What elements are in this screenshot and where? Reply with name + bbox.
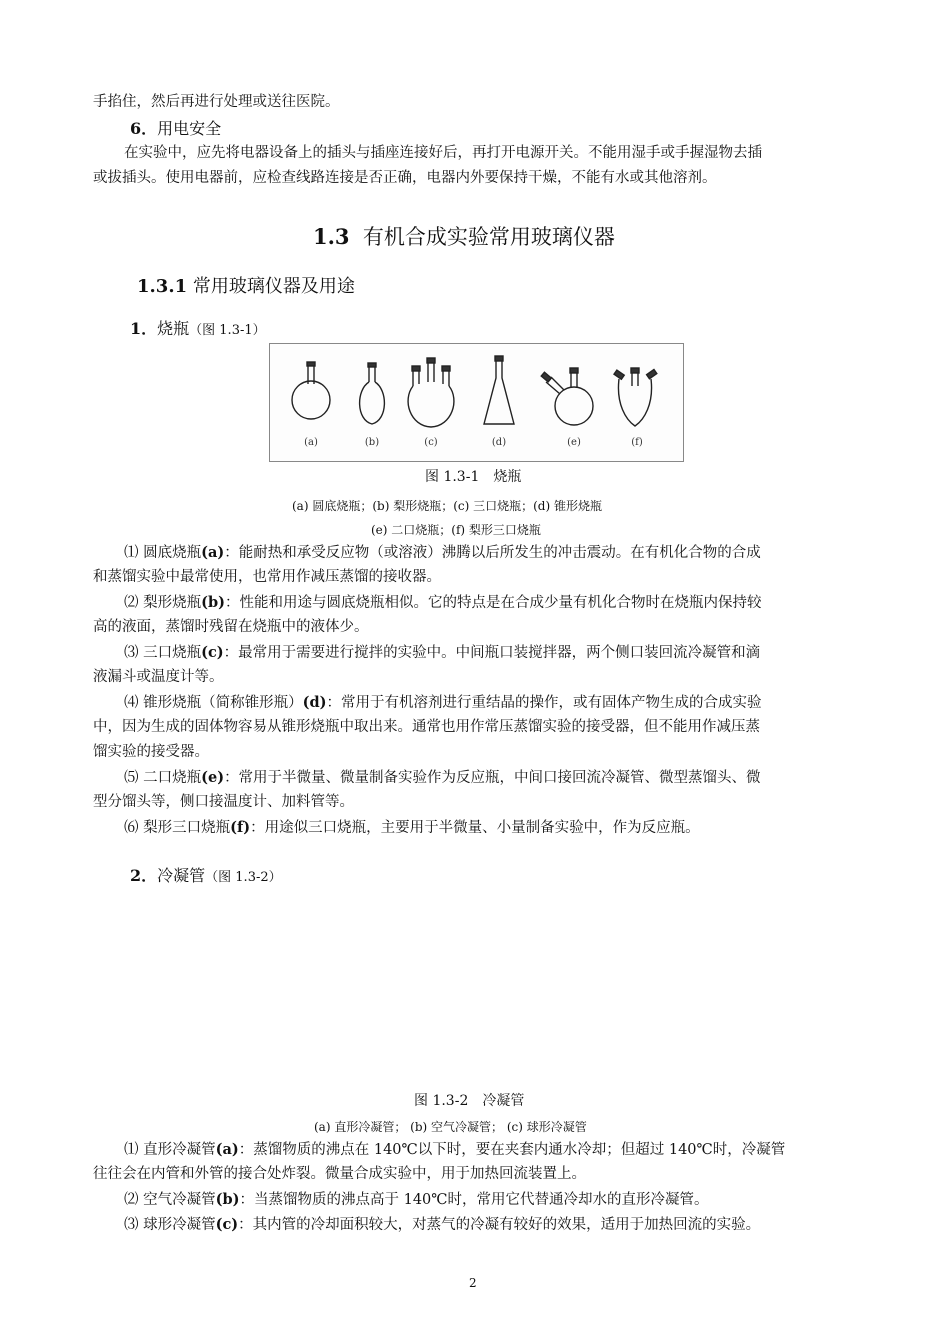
figure-flasks	[269, 343, 684, 462]
flask-item-d-line3: 馏实验的接受器。	[93, 744, 209, 760]
erlenmeyer-flask-icon	[484, 356, 514, 424]
flask-item-c-line2: 液漏斗或温度计等。	[93, 669, 224, 685]
flasks-illustration	[270, 344, 683, 461]
heading-flasks: 1．烧瓶（图 1.3-1）	[130, 319, 266, 338]
heading-electric-safety: 6．用电安全	[130, 119, 222, 138]
figure-caption-condensers: 图 1.3-2 冷凝管	[414, 1093, 525, 1109]
flask-item-e-line1: ⑸ 二口烧瓶(e)：常用于半微量、微量制备实验作为反应瓶，中间口接回流冷凝管、微型蒸馏头、微	[124, 769, 761, 786]
flask-item-d-line1: ⑷ 锥形烧瓶（简称锥形瓶）(d)：常用于有机溶剂进行重结晶的操作，或有固体产物生成的合成实验	[124, 694, 762, 711]
flask-item-b-line2: 高的液面，蒸馏时残留在烧瓶中的液体少。	[93, 619, 369, 635]
round-bottom-flask-icon	[292, 362, 330, 419]
flask-item-a-line1: ⑴ 圆底烧瓶(a)：能耐热和承受反应物（或溶液）沸腾以后所发生的冲击震动。在有机化合物的合成	[124, 544, 761, 561]
condenser-item-a-line2: 往往会在内管和外管的接合处炸裂。微量合成实验中，用于加热回流装置上。	[93, 1166, 586, 1182]
figure-label-c: (c)	[424, 437, 438, 448]
subsection-title: 1.3.1 常用玻璃仪器及用途	[137, 276, 355, 297]
figure-subcaption-flasks-2: (e) 二口烧瓶；(f) 梨形三口烧瓶	[371, 523, 541, 537]
two-neck-flask-icon	[541, 368, 593, 425]
heading-condensers: 2．冷凝管（图 1.3-2）	[130, 866, 282, 885]
figure-condensers-placeholder	[300, 895, 650, 1075]
flask-item-f-line1: ⑹ 梨形三口烧瓶(f)：用途似三口烧瓶，主要用于半微量、小量制备实验中，作为反应瓶。	[124, 819, 700, 836]
condenser-item-c-line1: ⑶ 球形冷凝管(c)：其内管的冷却面积较大，对蒸气的冷凝有较好的效果，适用于加热回流的实验。	[124, 1216, 761, 1233]
figure-label-e: (e)	[567, 437, 581, 448]
figure-subcaption-condensers: (a) 直形冷凝管； (b) 空气冷凝管； (c) 球形冷凝管	[314, 1120, 587, 1134]
condenser-item-b-line1: ⑵ 空气冷凝管(b)：当蒸馏物质的沸点高于 140℃时，常用它代替通冷却水的直形冷凝管。	[124, 1191, 709, 1208]
figure-label-d: (d)	[491, 437, 507, 448]
figure-caption-flasks: 图 1.3-1 烧瓶	[425, 469, 522, 485]
figure-subcaption-flasks-1: (a) 圆底烧瓶；(b) 梨形烧瓶；(c) 三口烧瓶；(d) 锥形烧瓶	[292, 499, 602, 513]
page-number: 2	[469, 1276, 477, 1290]
flask-item-b-line1: ⑵ 梨形烧瓶(b)：性能和用途与圆底烧瓶相似。它的特点是在合成少量有机化合物时在烧瓶内保持较	[124, 594, 762, 611]
pear-three-neck-flask-icon	[614, 368, 657, 426]
flask-item-c-line1: ⑶ 三口烧瓶(c)：最常用于需要进行搅拌的实验中。中间瓶口装搅拌器，两个侧口装回流冷凝管和滴	[124, 644, 761, 661]
flask-item-a-line2: 和蒸馏实验中最常使用，也常用作减压蒸馏的接收器。	[93, 569, 441, 585]
condenser-item-a-line1: ⑴ 直形冷凝管(a)：蒸馏物质的沸点在 140℃以下时，要在夹套内通水冷却；但超过 140℃时，冷凝管	[124, 1141, 786, 1158]
flask-item-d-line2: 中，因为生成的固体物容易从锥形烧瓶中取出来。通常也用作常压蒸馏实验的接受器，但不能用作减压蒸	[93, 719, 760, 735]
figure-label-b: (b)	[364, 437, 380, 448]
section-title: 1.3 有机合成实验常用玻璃仪器	[313, 224, 615, 249]
electric-paragraph-line1: 在实验中，应先将电器设备上的插头与插座连接好后，再打开电源开关。不能用湿手或手握湿物去插	[124, 145, 762, 161]
flask-item-e-line2: 型分馏头等，侧口接温度计、加料管等。	[93, 794, 354, 810]
three-neck-flask-icon	[408, 358, 454, 427]
figure-label-f: (f)	[631, 437, 643, 448]
pear-flask-icon	[360, 363, 385, 424]
paragraph-continuation: 手掐住，然后再进行处理或送往医院。	[93, 94, 340, 110]
figure-label-a: (a)	[304, 437, 318, 448]
electric-paragraph-line2: 或拔插头。使用电器前，应检查线路连接是否正确，电器内外要保持干燥，不能有水或其他溶剂。	[93, 170, 717, 186]
